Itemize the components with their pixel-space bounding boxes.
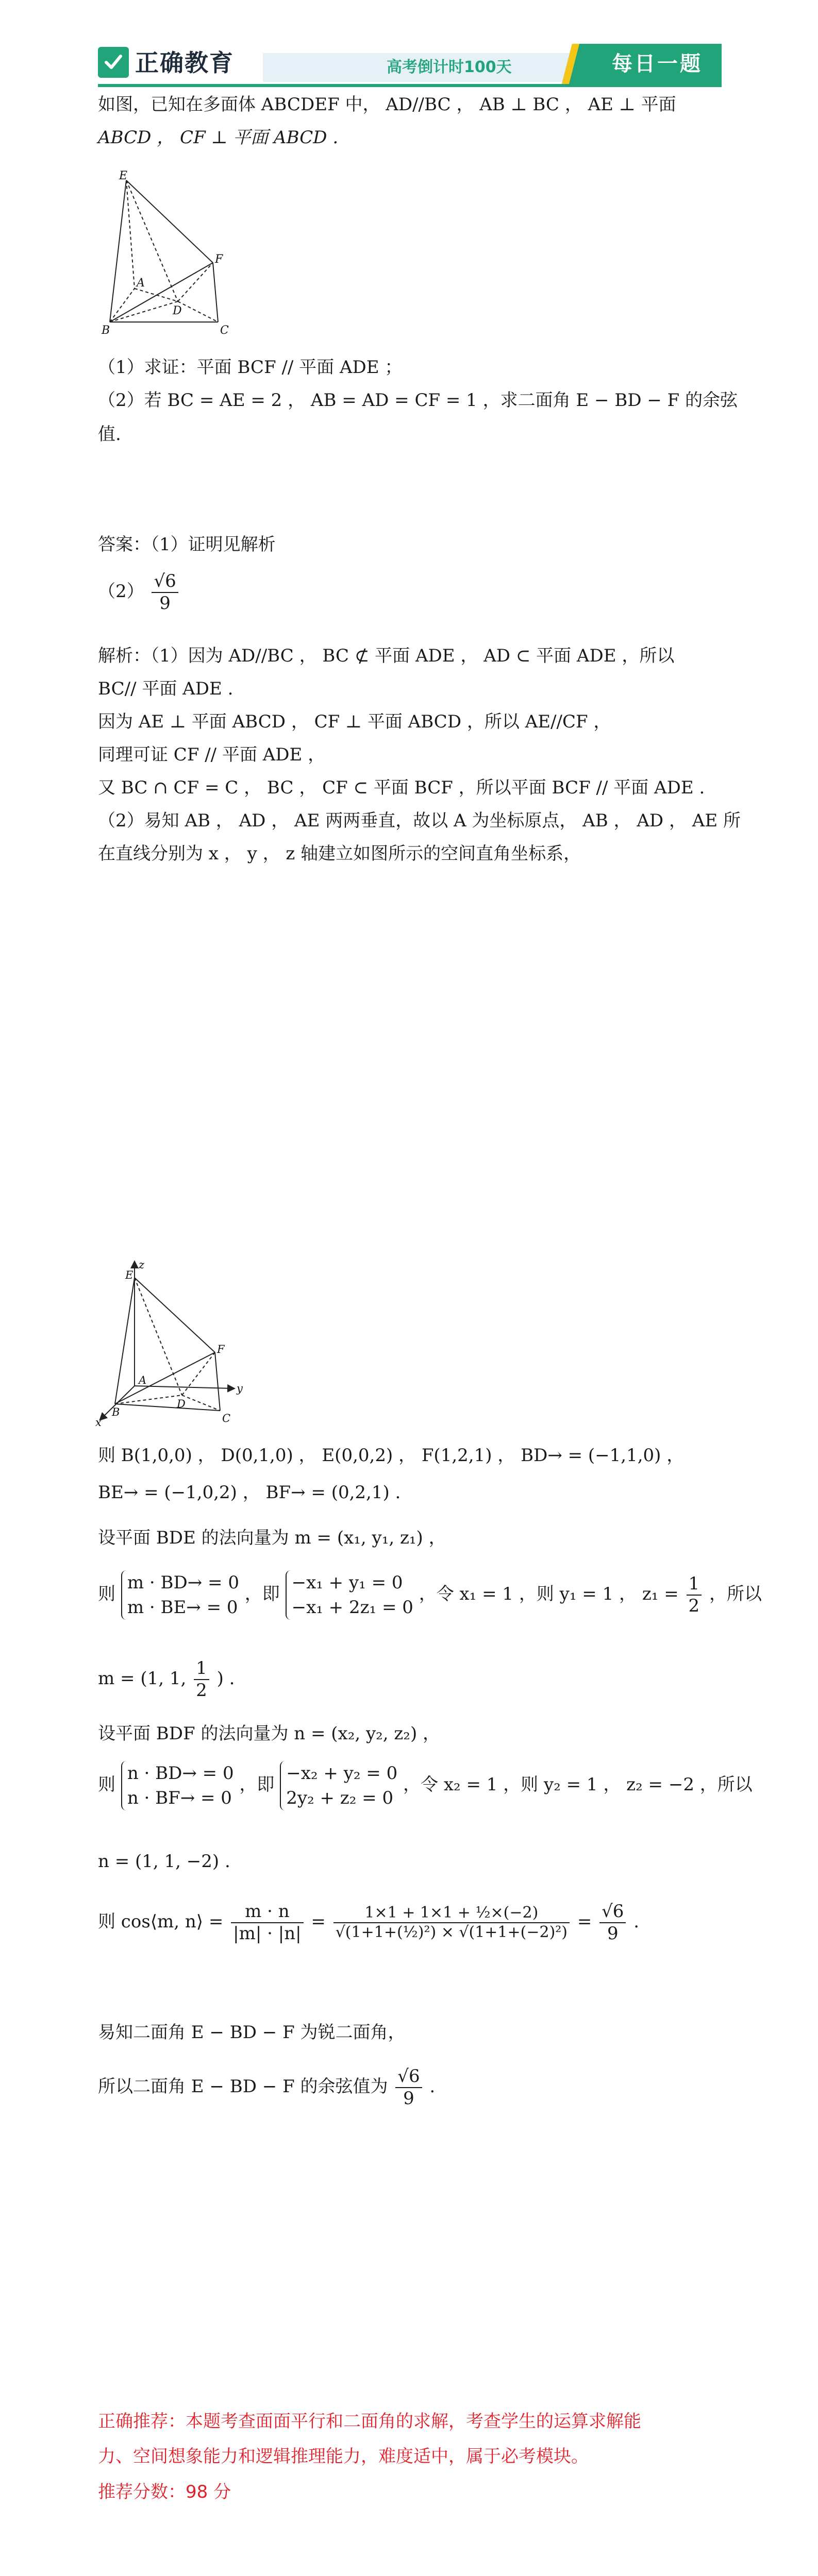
- coords-line-1: 则 B(1,0,0) ， D(0,1,0) ， E(0,0,2) ， F(1,2,1) ， BD→ = (−1,1,0) ，: [98, 1445, 685, 1466]
- recommend-line-2: 力、空间想象能力和逻辑推理能力，难度适中，属于必考模块。: [98, 2446, 589, 2467]
- label-D: D: [173, 304, 182, 317]
- label2-C: C: [222, 1412, 231, 1425]
- answer-part-2: （2） $\frac{√6}{9}$: [98, 571, 180, 614]
- acute-angle-note: 易知二面角 E − BD − F 为锐二面角，: [98, 2022, 406, 2043]
- label-A: A: [137, 277, 145, 290]
- analysis-line-3: 因为 AE ⊥ 平面 ABCD ， CF ⊥ 平面 ABCD ，所以 AE//CF ，: [98, 711, 611, 732]
- cosine-formula: 则 cos⟨m, n⟩ = $\frac{m \cdot n}{|m| \cdot |n|}$ = $\frac{\text{1×1 + 1×1 + ½×(−2)}}{\text{√(1+1+(½)²) × √(1+1+(−2)²)}}$ = $\frac{√6}{9}$ .: [98, 1901, 640, 1944]
- question-2: （2）若 BC = AE = 2 ， AB = AD = CF = 1 ，求二面角 E − BD − F 的余弦: [98, 390, 738, 411]
- question-2-cont: 值.: [98, 424, 121, 445]
- label2-D: D: [177, 1398, 186, 1410]
- analysis-line-7: 在直线分别为 x ， y ， z 轴建立如图所示的空间直角坐标系，: [98, 843, 581, 864]
- normal-n-system: 则 n · BD→ = 0 n · BF→ = 0 ，即 −x₂ + y₂ = 0 2y₂ + z₂ = 0 ，令 x₂ = 1 ，则 y₂ = 1 ， z₂ = −2 ，所以: [98, 1761, 753, 1810]
- label2-E: E: [125, 1269, 133, 1281]
- label2-B: B: [112, 1406, 120, 1418]
- axis-y-label: y: [237, 1382, 243, 1395]
- polyhedron-figure: [101, 170, 235, 335]
- label-E: E: [119, 170, 128, 182]
- label-B: B: [102, 324, 110, 335]
- label2-A: A: [139, 1374, 147, 1386]
- label-F: F: [215, 253, 223, 266]
- recommend-score: 推荐分数：98 分: [98, 2482, 231, 2502]
- label2-F: F: [217, 1343, 225, 1355]
- question-1: （1）求证：平面 BCF // 平面 ADE ；: [98, 357, 403, 378]
- recommend-line-1: 正确推荐：本题考查面面平行和二面角的求解，考查学生的运算求解能: [98, 2411, 641, 2432]
- answer-label: 答案：（1）证明见解析: [98, 534, 276, 555]
- normal-m-intro: 设平面 BDE 的法向量为 m = (x₁, y₁, z₁) ，: [98, 1528, 446, 1548]
- normal-n-vector: n = (1, 1, −2) .: [98, 1851, 230, 1872]
- normal-m-system: 则 m · BD→ = 0 m · BE→ = 0 ，即 −x₁ + y₁ = 0 −x₁ + 2z₁ = 0 ，令 x₁ = 1 ，则 y₁ = 1 ， z₁ = $\frac{1}{2}$ ，所以: [98, 1570, 762, 1620]
- analysis-line-6: （2）易知 AB ， AD ， AE 两两垂直，故以 A 为坐标原点， AB ， AD ， AE 所: [98, 810, 741, 831]
- analysis-line-5: 又 BC ∩ CF = C ， BC ， CF ⊂ 平面 BCF ，所以平面 BCF // 平面 ADE .: [98, 777, 705, 798]
- normal-m-vector: m = (1, 1, $\frac{1}{2}$ ) .: [98, 1658, 235, 1701]
- coordinate-figure: [95, 1257, 250, 1427]
- problem-line-1: 如图，已知在多面体 ABCDEF 中， AD//BC ， AB ⊥ BC ， AE ⊥ 平面: [98, 94, 676, 115]
- brand-name: 正确教育: [135, 49, 234, 77]
- coords-line-2: BE→ = (−1,0,2) ， BF→ = (0,2,1) .: [98, 1482, 401, 1503]
- axis-x-label: x: [95, 1416, 102, 1427]
- axis-z-label: z: [139, 1259, 145, 1271]
- analysis-line-2: BC// 平面 ADE .: [98, 679, 233, 699]
- exam-countdown: 高考倒计时100天: [387, 58, 512, 76]
- analysis-line-4: 同理可证 CF // 平面 ADE ，: [98, 744, 326, 765]
- problem-line-2: ABCD ， CF ⊥ 平面 ABCD .: [98, 127, 339, 148]
- check-logo-icon: [98, 47, 129, 78]
- normal-n-intro: 设平面 BDF 的法向量为 n = (x₂, y₂, z₂) ，: [98, 1723, 441, 1744]
- label-C: C: [220, 324, 229, 335]
- header: [98, 44, 722, 88]
- analysis-line-1: 解析：（1）因为 AD//BC ， BC ⊄ 平面 ADE ， AD ⊂ 平面 ADE ，所以: [98, 646, 675, 666]
- daily-question-tab: 每日一题: [612, 52, 703, 76]
- header-divider: [98, 84, 722, 87]
- final-answer: 所以二面角 E − BD − F 的余弦值为 $\frac{√6}{9}$ .: [98, 2066, 436, 2109]
